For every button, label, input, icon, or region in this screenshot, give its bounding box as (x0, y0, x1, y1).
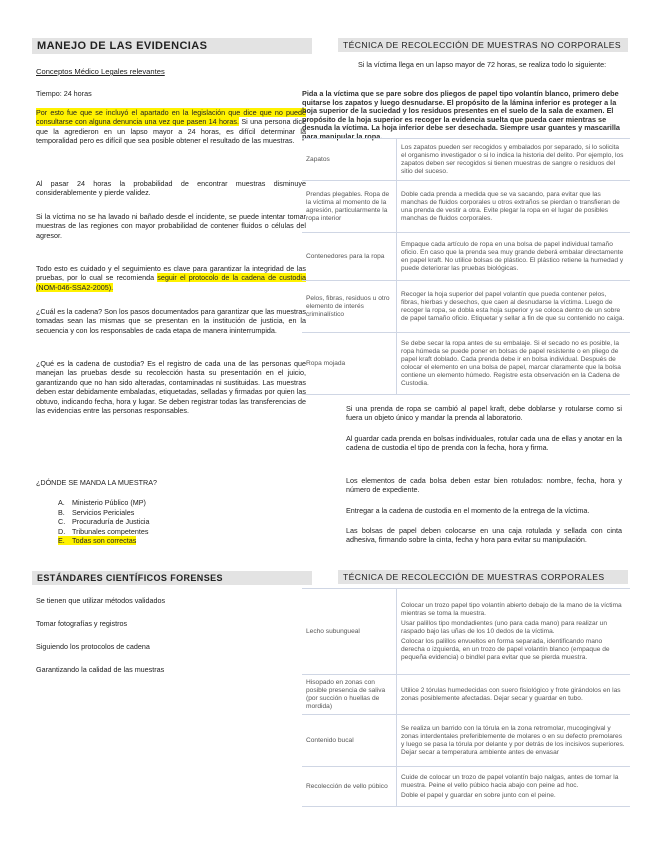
table-cell-key: Ropa mojada (302, 333, 397, 395)
list-item: A. Ministerio Público (MP) (58, 498, 146, 507)
right-intro: Si la víctima llega en un lapso mayor de 72 horas, se realiza todo lo siguiente: (358, 60, 607, 69)
section-title-estandares: ESTÁNDARES CIENTÍFICOS FORENSES (32, 571, 312, 585)
table-no-corporales (302, 138, 630, 395)
table-cell-value: Cuide de colocar un trozo de papel volantín bajo nalgas, antes de tomar la muestra. Peine el vello púbico hacia abajo con peine ad hoc. Doble el papel y guardar en sobre junto con el peine. (397, 767, 631, 807)
table-cell-value: Doble cada prenda a medida que se va sacando, para evitar que las manchas de fluidos corporales u otros extraños se pierdan o transfieran de una prenda de vestir a otra. Evite plegar la ropa en el lugar de posibles manchas de fluidos corporales. (397, 181, 631, 233)
paragraph-6: ¿Qué es la cadena de custodia? Es el registro de cada una de las personas que manejan las pruebas desde su recolección hasta su presentación en el juicio, garantizando que no han sido alteradas, contaminadas ni sustituidas. Las muestras deben estar debidamente embaladas, etiquetadas, selladas y firmadas por quien las obtuvo, indicando fecha, hora y lugar. Se deben registrar todas las transferencias de las evidencias entre las personas responsables. (36, 359, 306, 416)
table-row (302, 281, 630, 333)
table-cell-key: Pelos, fibras, residuos u otro elemento de interés criminalístico (302, 281, 397, 333)
paragraph-2: Al pasar 24 horas la probabilidad de encontrar muestras disminuye considerablemente y pierde validez. (36, 179, 306, 198)
paragraph-time: Tiempo: 24 horas (36, 89, 92, 98)
table-cell-value: Se realiza un barrido con la tórula en la zona retromolar, mucogingival y zonas interdentales preferiblemente de molares o en su defecto premolares y luego se pasa la tórula por delante y por detrás de los incisivos superiores. Dejar secar a temperatura ambiente antes de envasar (397, 715, 631, 767)
table-row (302, 715, 630, 767)
list-item-highlighted: E. Todas son correctas (58, 536, 137, 546)
table-cell-key: Contenido bucal (302, 715, 397, 767)
note-2: Al guardar cada prenda en bolsas individuales, rotular cada una de ellas y anotar en la cadena de custodia el tipo de prenda con la fecha, hora y firma. (346, 434, 622, 453)
table-row (302, 675, 630, 715)
table-row (302, 233, 630, 281)
table-cell-key: Hisopado en zonas con posible presencia de saliva (por succión o huellas de mordida) (302, 675, 397, 715)
subtitle-conceptos: Conceptos Médico Legales relevantes (36, 67, 165, 76)
table-row (302, 139, 630, 181)
standard-line-3: Siguiendo los protocolos de cadena (36, 642, 150, 651)
standard-line-1: Se tienen que utilizar métodos validados (36, 596, 166, 605)
table-row (302, 589, 630, 675)
highlight-1: Por esto fue que se incluyó el apartado en la legislación que dice que no puede consultarse con alguna denuncia una vez que pasen 14 horas. (36, 108, 306, 127)
table-cell-key: Prendas plegables. Ropa de la víctima al momento de la agresión, particularmente la ropa interior (302, 181, 397, 233)
paragraph-4 (36, 264, 306, 292)
standard-line-2: Tomar fotografías y registros (36, 619, 128, 628)
destination-list (58, 498, 150, 546)
table-cell-key: Lecho subungueal (302, 589, 397, 675)
table-cell-value: Los zapatos pueden ser recogidos y embalados por separado, si lo solicita el organismo investigador o si lo indica la historia del delito. Por ejemplo, los zapatos deben ser recogidos si tienen muestras de sangre o residuos del sitio del suceso. (397, 139, 631, 181)
note-4: Entregar a la cadena de custodia en el momento de la entrega de la víctima. (346, 506, 590, 515)
list-item: C. Procuraduría de Justicia (58, 517, 150, 527)
table-cell-value: Utilice 2 tórulas humedecidas con suero fisiológico y frote girándolos en las zonas posiblemente afectadas. Dejar secar y guardar en tubo. (397, 675, 631, 715)
note-5: Las bolsas de papel deben colocarse en una caja rotulada y sellada con cinta adhesiva, firmando sobre la cinta, fecha y hora para evitar su manipulación. (346, 526, 622, 545)
table-cell-key: Contenedores para la ropa (302, 233, 397, 281)
section-title-corporales: TÉCNICA DE RECOLECCIÓN DE MUESTRAS CORPORALES (338, 570, 628, 584)
table-row (302, 181, 630, 233)
note-3: Los elementos de cada bolsa deben estar bien rotulados: nombre, fecha, hora y número de expediente. (346, 476, 622, 495)
section-title-no-corporales: TÉCNICA DE RECOLECCIÓN DE MUESTRAS NO CORPORALES (338, 38, 628, 52)
list-item: D. Tribunales competentes (58, 526, 149, 536)
standard-line-4: Garantizando la calidad de las muestras (36, 665, 165, 674)
table-cell-value: Recoger la hoja superior del papel volantín que pueda contener pelos, fibras, hierbas y desechos, que caen al desnudarse la víctima. Luego de recoger la ropa, se dobla esta hoja superior y se coloca dentro de un sobre de papel tamaño oficio. Etiquetar y sellar a fin de que su contenido no caiga. (397, 281, 631, 333)
list-item: B. Servicios Periciales (58, 507, 135, 517)
table-corporales (302, 588, 630, 807)
table-cell-key: Recolección de vello púbico (302, 767, 397, 807)
table-row (302, 333, 630, 395)
table-cell-key: Zapatos (302, 139, 397, 181)
paragraph-1-rest: Si una persona dice que la agredieron en un lapso mayor a 24 horas, es difícil determinar la temporalidad pero es difícil que sea posible obtener el resultado de las muestras. (36, 117, 306, 146)
section-title-manejo: MANEJO DE LAS EVIDENCIAS (32, 38, 312, 54)
table-cell-value: Empaque cada artículo de ropa en una bolsa de papel individual tamaño oficio. En caso que la prenda sea muy grande deberá embalar directamente en papel kraft. No utilice bolsas de plástico. El plástico retiene la humedad y puede deteriorar las pruebas biológicas. (397, 233, 631, 281)
note-1: Si una prenda de ropa se cambió al papel kraft, debe doblarse y rotularse como si fuera un objeto único y mandar la prenda al laboratorio. (346, 404, 622, 423)
table-row (302, 767, 630, 807)
list-heading: ¿DÓNDE SE MANDA LA MUESTRA? (36, 478, 158, 487)
paragraph-3: Si la víctima no se ha lavado ni bañado desde el incidente, se puede intentar tomar muestras de las regiones con mayor probabilidad de contener fluidos o células del agresor. (36, 212, 306, 240)
bold-intro: Pida a la víctima que se pare sobre dos pliegos de papel tipo volantín blanco, primero debe quitarse los zapatos y luego desnudarse. El propósito de la lámina inferior es proteger a la hoja superior de la suciedad y los residuos presentes en el suelo de la sala de examen. El propósito de la hoja superior es recoger la evidencia suelta que pueda caer mientras se desnuda la víctima. La hoja inferior debe ser desechada. Siempre usar guantes y mascarilla para manipular la ropa. (302, 89, 620, 141)
paragraph-5: ¿Cuál es la cadena? Son los pasos documentados para garantizar que las muestras tomadas sean las mismas que se presentan en la institución de justicia, en la secuencia y con los responsables de cada etapa de manera ininterrumpida. (36, 307, 306, 335)
highlight-2: seguir el protocolo de la cadena de custodia (NOM-046-SSA2-2005). (36, 273, 306, 292)
table-cell-value: Se debe secar la ropa antes de su embalaje. Si el secado no es posible, la ropa húmeda se puede poner en bolsas de papel resistente o en pliego de papel kraft doblado. Cada prenda debe ir en bolsa individual. Después de colocar el elemento en una bolsa de papel, marcar claramente que la bolsa contiene un elemento húmedo. Registre esta observación en la Cadena de Custodia. (397, 333, 631, 395)
table-cell-value: Colocar un trozo papel tipo volantín abierto debajo de la mano de la víctima mientras se toma la muestra. Usar palillos tipo mondadientes (uno para cada mano) para realizar un raspado bajo las uñas de los 10 dedos de la víctima. Colocar los palillos envueltos en forma separada, identificando mano derecha o izquierda, en un trozo de papel volantín blanco (empaque de pequeña evidencia) o bindlel para evitar que se pierda muestra. (397, 589, 631, 675)
paragraph-4-lead: Todo esto es cuidado y el seguimiento es clave para garantizar la integridad de las pruebas, por lo cual se recomienda (36, 264, 306, 283)
paragraph-1 (36, 108, 306, 146)
